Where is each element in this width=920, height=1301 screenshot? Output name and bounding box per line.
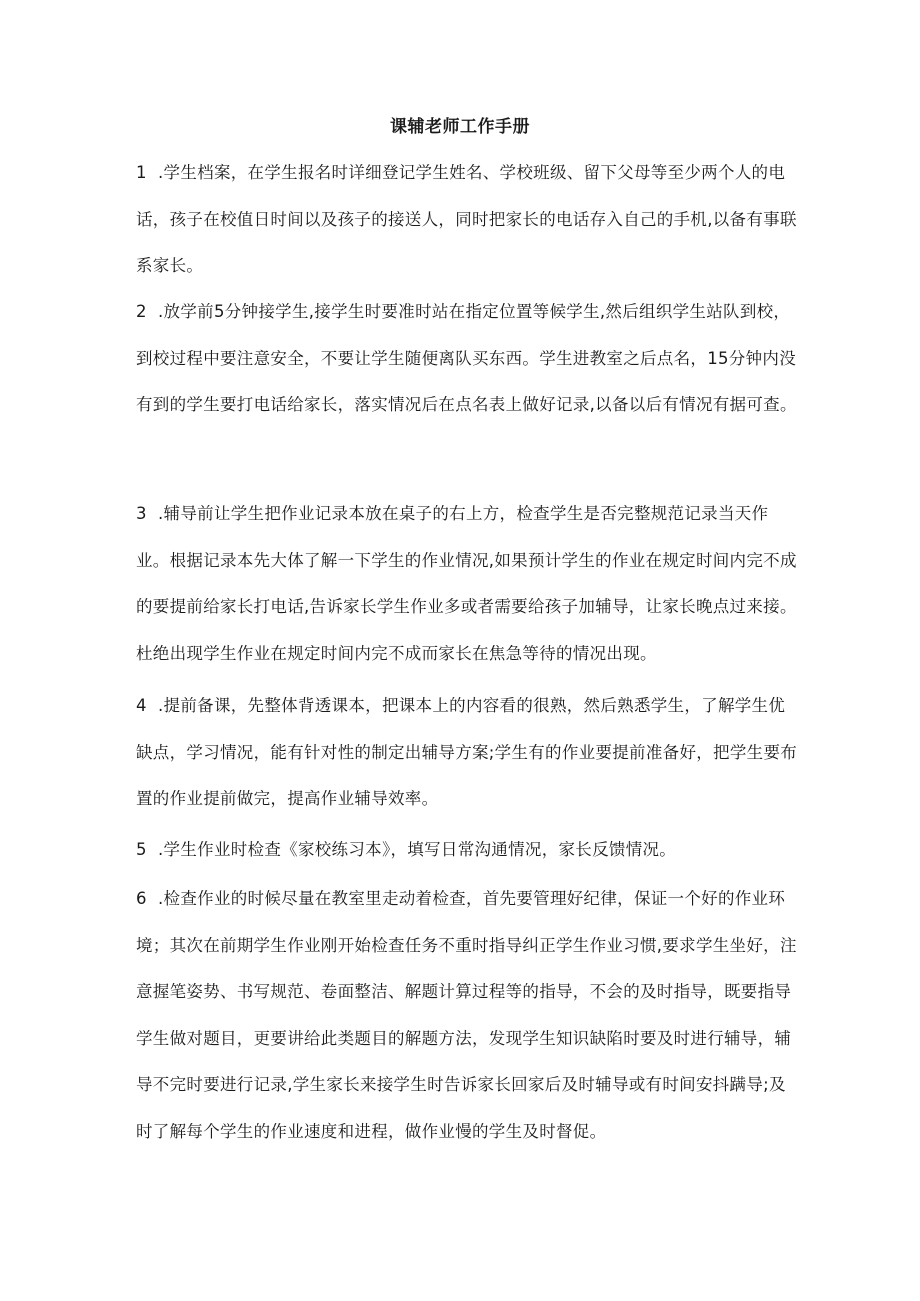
item-number: 3 — [136, 504, 147, 523]
item-number: 4 — [136, 696, 147, 715]
item-text: .学生作业时检查《家校练习本》，填写日常沟通情况，家长反馈情况。 — [158, 840, 677, 859]
item-text: .辅导前让学生把作业记录本放在桌子的右上方，检查学生是否完整规范记录当天作业。根据记录本先大体了解一下学生的作业情况,如果预计学生的作业在规定时间内完不成的要提前给家长打电话,告诉家长学生作业多或者需要给孩子加辅导，让家长晚点过来接。杜绝出现学生作业在规定时间内完不成而家长在焦急等待的情况出现。 — [136, 504, 797, 663]
item-text: .提前备课，先整体背透课本，把课本上的内容看的很熟，然后熟悉学生，了解学生优缺点，学习情况，能有针对性的制定出辅导方案;学生有的作业要提前准备好，把学生要布置的作业提前做完，提高作业辅导效率。 — [136, 696, 798, 808]
list-item — [136, 827, 798, 874]
item-text: .检查作业的时候尽量在教室里走动着检查，首先要管理好纪律，保证一个好的作业环境；其次在前期学生作业刚开始检查任务不重时指导纠正学生作业习惯,要求学生坐好，注意握笔姿势、书写规范、卷面整洁、解题计算过程等的指导，不会的及时指导，既要指导学生做对题目，更要讲给此类题目的解题方法，发现学生知识缺陷时要及时进行辅导，辅导不完时要进行记录,学生家长来接学生时告诉家长回家后及时辅导或有时间安抖蹒导;及时了解每个学生的作业速度和进程，做作业慢的学生及时督促。 — [136, 889, 797, 1141]
document-title: 课辅老师工作手册 — [390, 117, 530, 137]
item-number: 5 — [136, 840, 147, 859]
list-item — [136, 876, 798, 1155]
list-item — [136, 289, 798, 429]
item-number: 6 — [136, 889, 147, 908]
item-number: 1 — [136, 163, 147, 182]
list-item — [136, 491, 798, 677]
item-text: .放学前5分钟接学生,接学生时要准时站在指定位置等候学生,然后组织学生站队到校，到校过程中要注意安全，不要让学生随便离队买东西。学生进教室之后点名，15分钟内没有到的学生要打电话给家长，落实情况后在点名表上做好记录,以备以后有情况有据可查。 — [136, 302, 797, 414]
list-item — [136, 150, 798, 290]
list-item — [136, 683, 798, 823]
item-number: 2 — [136, 302, 147, 321]
item-text: .学生档案，在学生报名时详细登记学生姓名、学校班级、留下父母等至少两个人的电话，孩子在校值日时间以及孩子的接送人，同时把家长的电话存入自己的手机,以备有事联系家长。 — [136, 163, 797, 275]
